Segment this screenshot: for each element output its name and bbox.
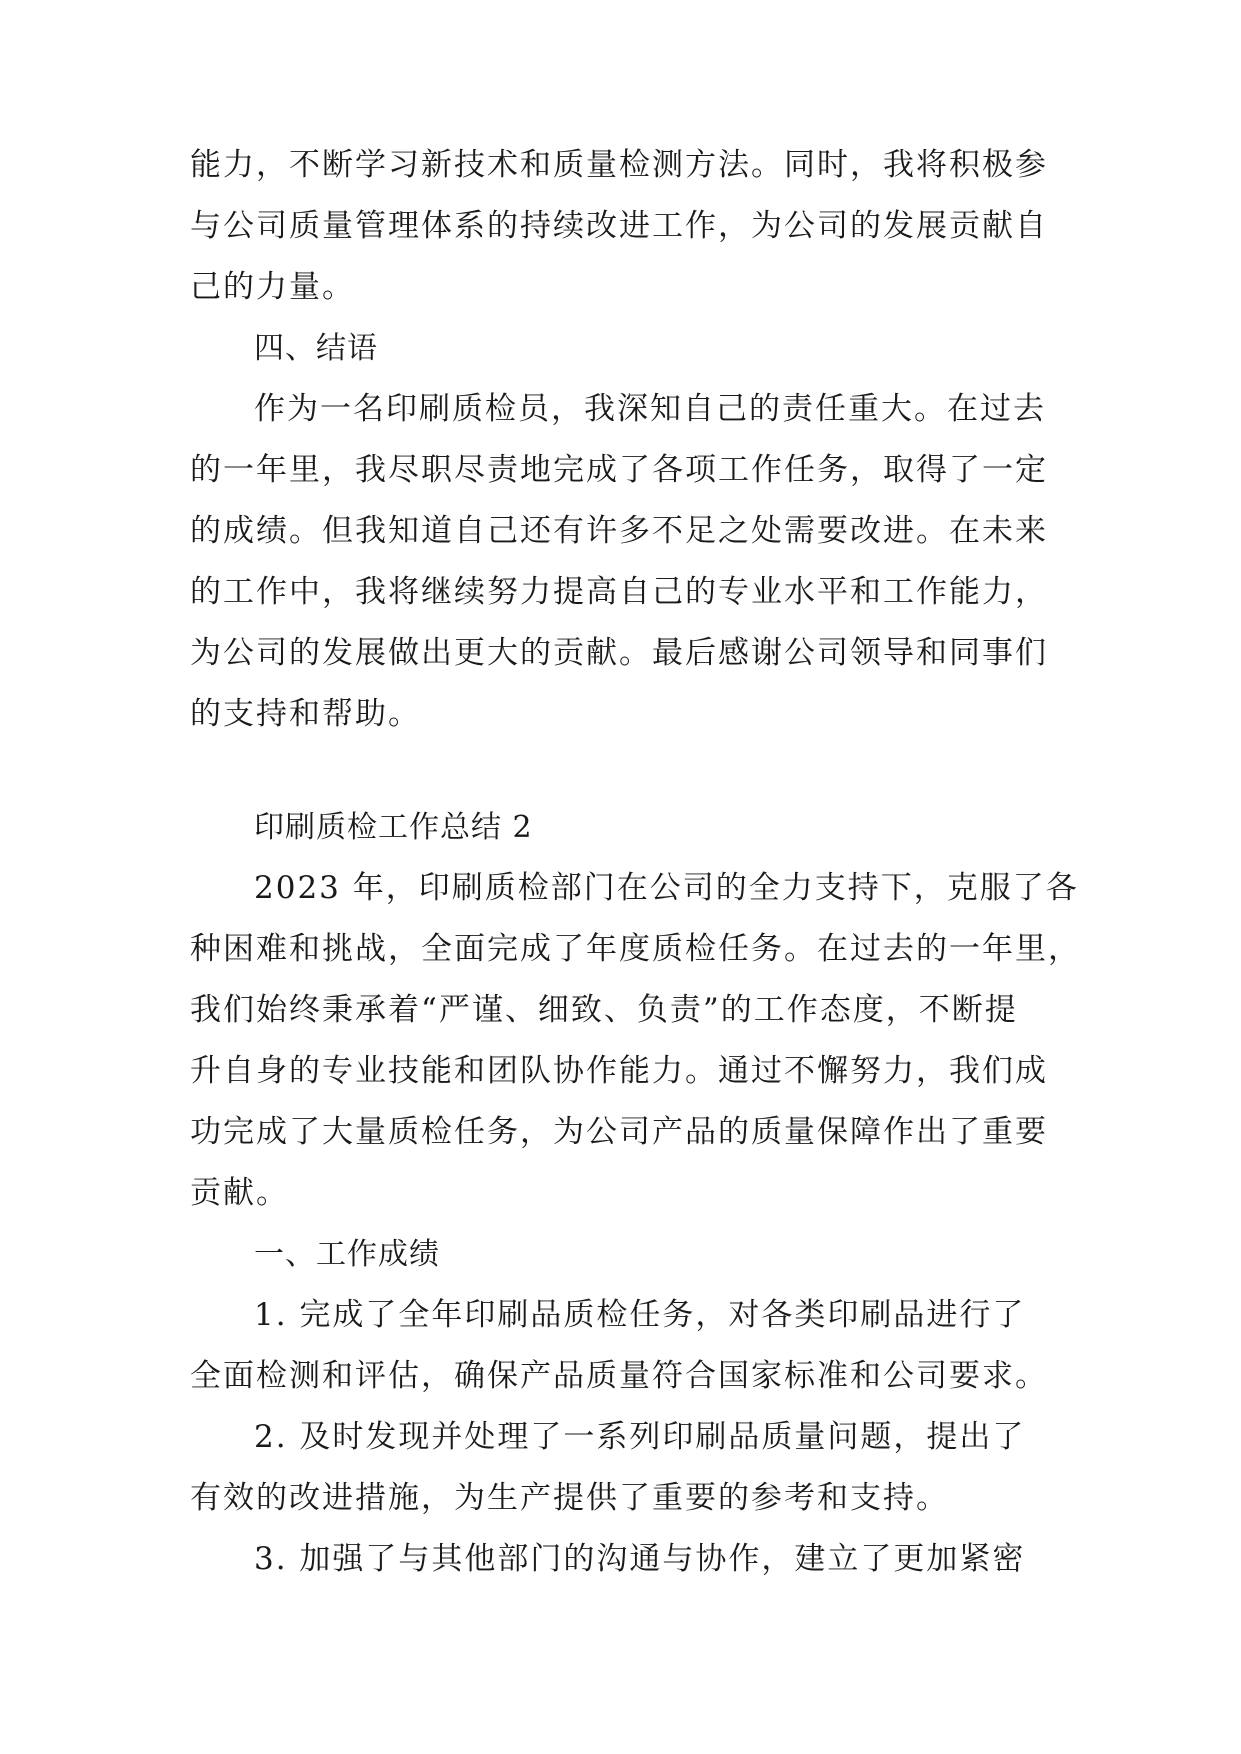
- list-item-3: 3. 加强了与其他部门的沟通与协作，建立了更加紧密: [254, 1541, 1026, 1577]
- text-line: 种困难和挑战，全面完成了年度质检任务。在过去的一年里，: [190, 931, 1081, 967]
- text-line: 的成绩。但我知道自己还有许多不足之处需要改进。在未来: [190, 513, 1048, 549]
- text-line: 能力，不断学习新技术和质量检测方法。同时，我将积极参: [190, 147, 1048, 183]
- list-item-2: 2. 及时发现并处理了一系列印刷品质量问题，提出了: [254, 1419, 1026, 1455]
- text-line: 有效的改进措施，为生产提供了重要的参考和支持。: [190, 1480, 949, 1516]
- text-line: 己的力量。: [190, 269, 355, 305]
- text-line: 作为一名印刷质检员，我深知自己的责任重大。在过去: [254, 391, 1046, 427]
- text-line: 的工作中，我将继续努力提高自己的专业水平和工作能力，: [190, 574, 1048, 610]
- text-line: 我们始终秉承着“严谨、细致、负责”的工作态度，不断提: [190, 992, 1018, 1028]
- text-line: 与公司质量管理体系的持续改进工作，为公司的发展贡献自: [190, 208, 1048, 244]
- text-line: 2023 年，印刷质检部门在公司的全力支持下，克服了各: [254, 870, 1079, 906]
- text-line: 升自身的专业技能和团队协作能力。通过不懈努力，我们成: [190, 1053, 1048, 1089]
- section-heading-conclusion: 四、结语: [254, 331, 378, 366]
- section-heading-achievements: 一、工作成绩: [254, 1237, 440, 1272]
- text-line: 全面检测和评估，确保产品质量符合国家标准和公司要求。: [190, 1358, 1048, 1394]
- text-line: 为公司的发展做出更大的贡献。最后感谢公司领导和同事们: [190, 635, 1048, 671]
- list-item-1: 1. 完成了全年印刷品质检任务，对各类印刷品进行了: [254, 1297, 1026, 1333]
- text-line: 功完成了大量质检任务，为公司产品的质量保障作出了重要: [190, 1114, 1048, 1150]
- text-line: 的支持和帮助。: [190, 696, 421, 732]
- text-line: 的一年里，我尽职尽责地完成了各项工作任务，取得了一定: [190, 452, 1048, 488]
- document-title-2: 印刷质检工作总结 2: [254, 810, 533, 845]
- text-line: 贡献。: [190, 1175, 289, 1211]
